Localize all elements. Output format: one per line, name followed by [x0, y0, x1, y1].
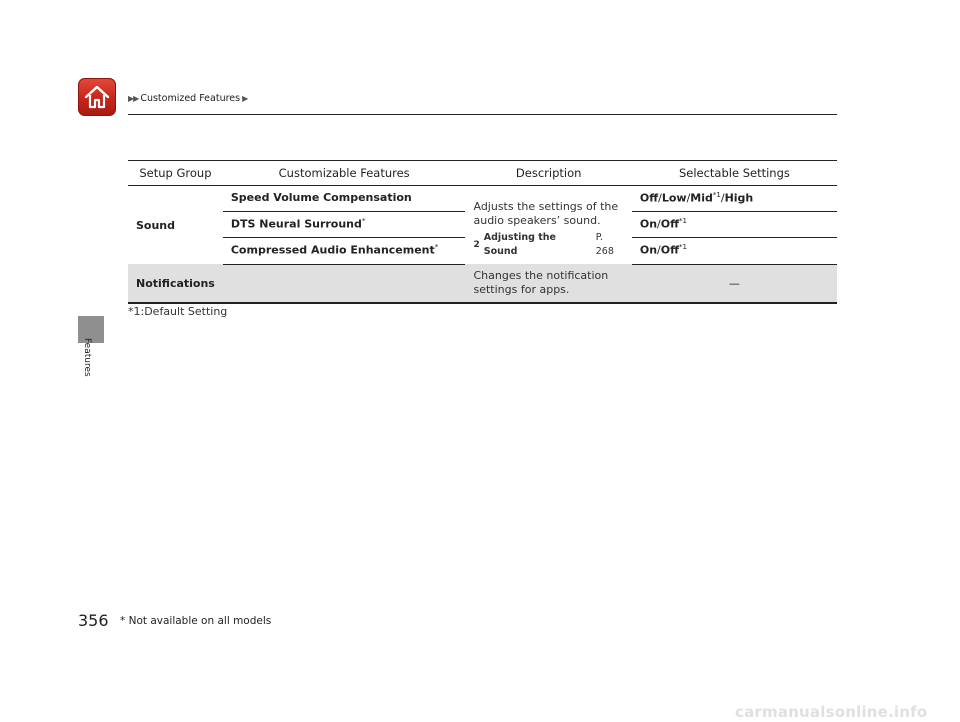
- default-marker: *1: [679, 243, 687, 252]
- column-header: Customizable Features: [223, 161, 466, 186]
- setup-group-sound: Sound: [136, 218, 176, 232]
- breadcrumb-arrow-icon: ▶▶: [128, 94, 139, 103]
- availability-note: * Not available on all models: [120, 615, 272, 627]
- reference-title: Adjusting the Sound: [483, 232, 556, 257]
- reference-arrow-icon: 2: [473, 240, 480, 250]
- setting-option: Low: [661, 191, 687, 205]
- setting-separator: /: [658, 191, 662, 205]
- feature-label: DTS Neural Surround: [230, 217, 362, 231]
- side-section-label: Features: [82, 338, 92, 377]
- feature-name: [223, 264, 466, 303]
- table-row: [128, 186, 837, 212]
- availability-marker: *: [361, 217, 366, 226]
- description-text: Adjusts the settings of the audio speakers’ sound.: [473, 200, 619, 227]
- breadcrumb: [128, 93, 247, 104]
- watermark: carmanualsonline.info: [735, 703, 928, 721]
- selectable-settings: —: [632, 264, 837, 303]
- feature-name: [223, 212, 466, 238]
- setup-group-notifications: Notifications: [128, 264, 223, 303]
- home-icon[interactable]: [78, 78, 116, 116]
- column-header: Setup Group: [128, 161, 223, 186]
- house-icon: [82, 82, 112, 112]
- setting-separator: /: [720, 191, 725, 205]
- setting-option: On: [639, 217, 658, 231]
- feature-name: [223, 238, 466, 264]
- setting-separator: /: [657, 243, 661, 257]
- breadcrumb-link[interactable]: Customized Features: [140, 93, 241, 104]
- setting-separator: /: [657, 217, 661, 231]
- selectable-settings: [632, 212, 837, 238]
- setting-option: Off: [660, 243, 680, 257]
- table-header-row: [128, 161, 837, 186]
- feature-name: [223, 186, 466, 212]
- features-table: [128, 160, 837, 304]
- default-marker: *1: [712, 191, 721, 199]
- setting-option: High: [724, 191, 754, 205]
- default-marker: *1: [679, 217, 687, 226]
- selectable-settings: [632, 186, 837, 212]
- setting-option: Off: [639, 191, 659, 205]
- column-header: Selectable Settings: [632, 161, 837, 186]
- cross-reference[interactable]: [473, 231, 623, 259]
- header-divider: [128, 114, 837, 115]
- setting-option: Mid: [690, 191, 713, 205]
- feature-description: Changes the notification settings for apps.: [465, 264, 631, 303]
- breadcrumb-end-arrow-icon: ▶: [242, 94, 248, 103]
- setting-option: Off: [660, 217, 680, 231]
- feature-label: Compressed Audio Enhancement: [230, 243, 435, 257]
- page-number: 356: [78, 611, 109, 630]
- feature-label: Speed Volume Compensation: [230, 191, 412, 204]
- setting-option: On: [639, 243, 658, 257]
- selectable-settings: [632, 238, 837, 264]
- availability-marker: *: [434, 243, 439, 252]
- footnote: *1:Default Setting: [128, 305, 228, 318]
- table-row: [128, 264, 837, 303]
- column-header: Description: [465, 161, 631, 186]
- setting-separator: /: [686, 191, 691, 205]
- feature-description: [465, 186, 631, 265]
- reference-page: P. 268: [595, 232, 614, 257]
